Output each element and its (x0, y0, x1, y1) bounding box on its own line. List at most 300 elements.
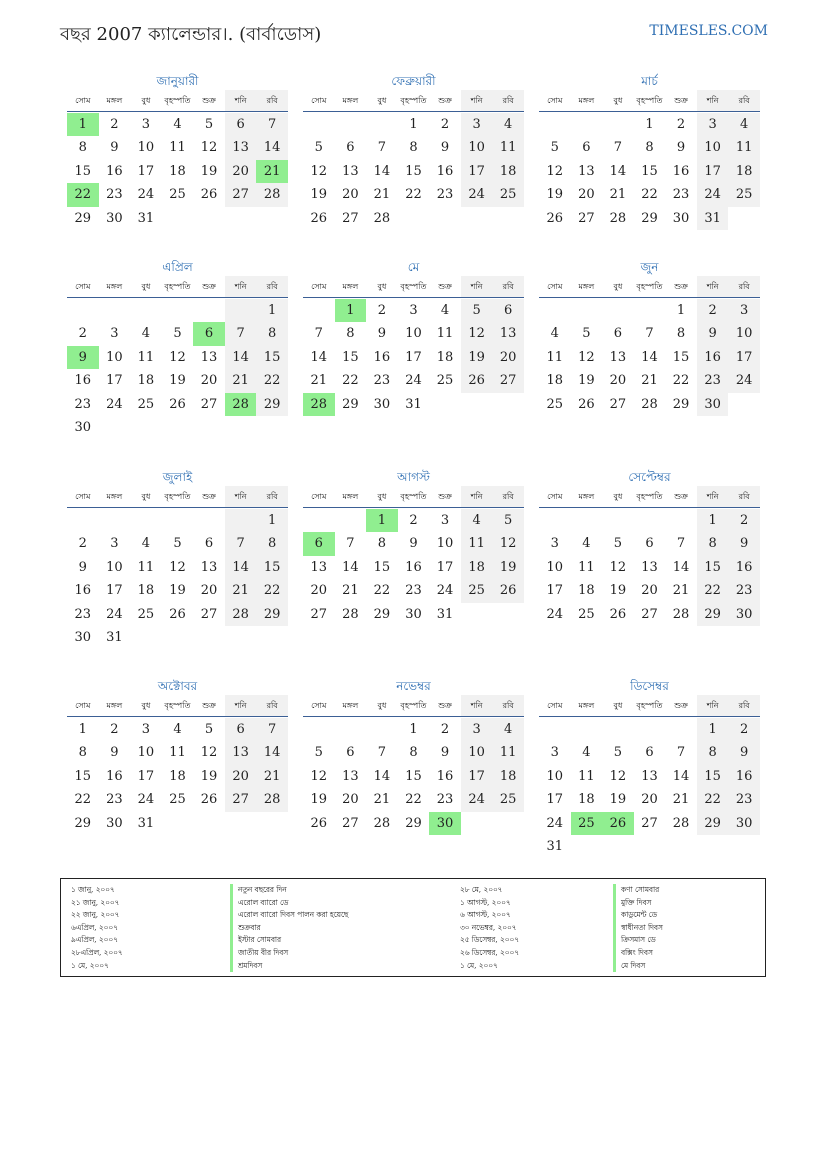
empty-cell (225, 812, 257, 836)
day-cell: 12 (169, 349, 186, 365)
day-cell: 19 (169, 583, 186, 599)
day-cell: 13 (342, 163, 359, 179)
day-cell: 20 (641, 792, 658, 808)
day-cell: 5 (314, 140, 323, 156)
day-cell: 28 (225, 603, 257, 627)
weekday-label: রবি (728, 276, 760, 297)
day-cell: 22 (256, 579, 288, 603)
day-cell: 19 (461, 346, 493, 370)
day-cell: 11 (578, 559, 595, 575)
day-cell: 23 (728, 788, 760, 812)
day-cell: 12 (200, 140, 218, 156)
weekday-label: বুধ (613, 96, 623, 105)
weekday-label: বৃহস্পতি (636, 96, 663, 105)
holiday-date: ১ মে, ২০০৭ (460, 960, 498, 970)
day-cell: 20 (225, 765, 257, 789)
day-cell: 8 (256, 532, 288, 556)
day-cell: 18 (436, 349, 454, 365)
empty-cell (67, 299, 99, 323)
empty-cell (335, 509, 367, 533)
day-cell: 25 (137, 606, 155, 622)
day-cell: 1 (697, 509, 729, 533)
day-cell: 18 (578, 792, 595, 808)
day-cell: 2 (440, 116, 450, 132)
empty-cell (99, 299, 131, 323)
day-cell: 13 (609, 349, 627, 365)
month-block (67, 468, 288, 650)
day-cell: 17 (137, 768, 155, 784)
day-cell: 2 (409, 512, 418, 528)
day-cell: 16 (672, 163, 690, 179)
weekday-label: সোম (75, 96, 91, 105)
day-cell: 13 (200, 349, 218, 365)
weekday-header (303, 276, 524, 298)
day-cell: 25 (436, 373, 454, 389)
day-cell: 14 (256, 136, 288, 160)
day-cell: 25 (169, 187, 186, 203)
day-cell: 11 (546, 349, 564, 365)
day-cell: 25 (492, 183, 524, 207)
weekday-header (539, 695, 760, 717)
day-cell: 27 (609, 396, 627, 412)
holiday-day-cell: 6 (193, 322, 225, 346)
weekday-label: শনি (697, 276, 729, 297)
day-cell: 6 (613, 326, 623, 342)
empty-cell (303, 113, 335, 137)
month-block (67, 258, 288, 440)
day-cell: 20 (578, 187, 595, 203)
day-cell: 26 (310, 210, 328, 226)
empty-cell (225, 509, 257, 533)
day-cell: 28 (256, 183, 288, 207)
day-cell: 6 (645, 745, 654, 761)
day-cell: 14 (225, 346, 257, 370)
day-cell: 5 (204, 116, 214, 132)
day-grid (67, 718, 288, 836)
weekday-label: বৃহস্পতি (400, 96, 427, 105)
empty-cell (162, 207, 194, 231)
day-cell: 17 (106, 583, 123, 599)
day-cell: 29 (405, 815, 422, 831)
day-cell: 24 (728, 369, 760, 393)
weekday-label: বৃহস্পতি (636, 701, 663, 710)
day-cell: 11 (492, 136, 524, 160)
day-cell: 30 (728, 603, 760, 627)
day-cell: 10 (405, 326, 422, 342)
day-cell: 7 (645, 326, 654, 342)
month-name: ডিসেম্বর (630, 679, 669, 693)
weekday-header (303, 90, 524, 112)
holiday-day-cell: 30 (429, 812, 461, 836)
empty-cell (634, 299, 666, 323)
day-cell: 31 (436, 606, 454, 622)
day-cell: 27 (200, 396, 218, 412)
empty-cell (67, 509, 99, 533)
weekday-label: বৃহস্পতি (636, 282, 663, 291)
day-cell: 3 (110, 326, 119, 342)
day-cell: 17 (697, 160, 729, 184)
day-cell: 10 (137, 745, 155, 761)
day-cell: 19 (609, 792, 627, 808)
day-cell: 17 (106, 373, 123, 389)
holiday-date: ১ জানু, ২০০৭ (71, 885, 115, 894)
holiday-date: ২৮এপ্রিল, ২০০৭ (71, 947, 123, 957)
day-cell: 30 (106, 815, 123, 831)
day-cell: 30 (697, 393, 729, 417)
day-cell: 10 (461, 136, 493, 160)
day-cell: 19 (310, 792, 328, 808)
weekday-label: মঙ্গল (342, 492, 359, 501)
month-name: ফেব্রুয়ারী (391, 74, 436, 88)
day-cell: 23 (106, 187, 123, 203)
day-cell: 4 (141, 326, 151, 342)
day-cell: 20 (342, 187, 359, 203)
weekday-label: মঙ্গল (578, 96, 595, 105)
empty-cell (602, 718, 634, 742)
day-cell: 21 (641, 373, 658, 389)
month-name: অক্টোবর (157, 679, 198, 693)
day-cell: 27 (578, 210, 595, 226)
empty-cell (193, 509, 225, 533)
empty-cell (225, 626, 257, 650)
weekday-label: বুধ (613, 282, 623, 291)
page-title: বছর 2007 ক্যালেন্ডার।. (বার্বাডোস) (60, 24, 322, 45)
day-cell: 2 (377, 302, 387, 318)
day-cell: 14 (342, 559, 359, 575)
day-cell: 22 (74, 792, 92, 808)
empty-cell (634, 835, 666, 859)
day-cell: 4 (461, 509, 493, 533)
weekday-label: বৃহস্পতি (164, 282, 191, 291)
day-cell: 15 (697, 556, 729, 580)
day-cell: 18 (169, 768, 186, 784)
day-cell: 15 (256, 346, 288, 370)
empty-cell (225, 207, 257, 231)
month-block (67, 72, 288, 230)
day-cell: 20 (200, 373, 218, 389)
day-cell: 30 (728, 812, 760, 836)
day-cell: 22 (697, 579, 729, 603)
day-cell: 29 (373, 606, 391, 622)
day-cell: 21 (310, 373, 328, 389)
empty-cell (602, 509, 634, 533)
day-cell: 21 (609, 187, 627, 203)
day-cell: 17 (137, 163, 155, 179)
day-cell: 17 (546, 583, 564, 599)
empty-cell (539, 718, 571, 742)
weekday-header (303, 695, 524, 717)
day-cell: 5 (613, 536, 623, 552)
day-cell: 31 (137, 815, 155, 831)
empty-cell (130, 416, 162, 440)
empty-cell (99, 509, 131, 533)
day-grid (539, 113, 760, 231)
holiday-date: ২২ জানু, ২০০৭ (71, 910, 120, 920)
weekday-label: শুক্র (674, 492, 688, 501)
day-cell: 29 (256, 393, 288, 417)
day-cell: 22 (697, 788, 729, 812)
weekday-label: বুধ (141, 701, 151, 710)
day-cell: 11 (492, 741, 524, 765)
day-cell: 27 (641, 815, 658, 831)
empty-cell (193, 812, 225, 836)
day-cell: 2 (110, 116, 119, 132)
weekday-label: সোম (547, 701, 563, 710)
empty-cell (602, 113, 634, 137)
holiday-name: এরোল ব্যারো ডে (230, 897, 348, 910)
holiday-day-cell: 22 (67, 183, 99, 207)
day-cell: 8 (409, 745, 418, 761)
empty-cell (335, 113, 367, 137)
day-cell: 30 (672, 210, 690, 226)
holiday-names-left (230, 884, 348, 972)
weekday-label: রবি (492, 695, 524, 716)
day-cell: 16 (728, 765, 760, 789)
day-cell: 4 (173, 116, 182, 132)
weekday-label: বুধ (141, 282, 151, 291)
holiday-date: ২৫ ডিসেম্বর, ২০০৭ (460, 935, 519, 945)
day-cell: 29 (74, 815, 92, 831)
holiday-day-cell: 21 (256, 160, 288, 184)
day-cell: 9 (78, 559, 87, 575)
day-cell: 6 (346, 745, 355, 761)
day-cell: 25 (728, 183, 760, 207)
day-cell: 16 (436, 163, 454, 179)
day-cell: 29 (256, 603, 288, 627)
weekday-label: শুক্র (438, 282, 452, 291)
weekday-label: রবি (492, 486, 524, 507)
weekday-label: মঙ্গল (342, 96, 359, 105)
weekday-label: শুক্র (674, 282, 688, 291)
day-cell: 3 (550, 536, 559, 552)
day-cell: 27 (225, 788, 257, 812)
weekday-label: শুক্র (202, 282, 216, 291)
day-cell: 1 (409, 116, 418, 132)
day-cell: 27 (225, 183, 257, 207)
day-cell: 23 (106, 792, 123, 808)
day-cell: 18 (492, 160, 524, 184)
weekday-header (67, 486, 288, 508)
day-cell: 23 (405, 583, 422, 599)
empty-cell (665, 509, 697, 533)
weekday-label: মঙ্গল (578, 492, 595, 501)
day-cell: 14 (310, 349, 328, 365)
day-cell: 18 (546, 373, 564, 389)
holiday-name: বক্সিং দিবস (613, 947, 663, 960)
day-cell: 11 (578, 768, 595, 784)
day-cell: 18 (461, 556, 493, 580)
day-cell: 11 (436, 326, 454, 342)
day-cell: 5 (492, 509, 524, 533)
holiday-date: ২১ জানু, ২০০৭ (71, 897, 120, 907)
day-cell: 16 (106, 163, 123, 179)
empty-cell (429, 207, 461, 231)
day-cell: 20 (609, 373, 627, 389)
empty-cell (335, 718, 367, 742)
day-cell: 14 (256, 741, 288, 765)
holiday-day-cell: 28 (225, 393, 257, 417)
weekday-label: সোম (547, 282, 563, 291)
day-cell: 23 (672, 187, 690, 203)
day-cell: 30 (74, 630, 92, 646)
holiday-name: ক্রিসমাস ডে (613, 934, 663, 947)
day-cell: 28 (342, 606, 359, 622)
empty-cell (162, 299, 194, 323)
empty-cell (539, 509, 571, 533)
holiday-day-cell: 9 (67, 346, 99, 370)
day-cell: 15 (672, 349, 690, 365)
holiday-name: কণা সোমবার (613, 884, 663, 897)
day-cell: 14 (609, 163, 627, 179)
day-cell: 31 (405, 396, 422, 412)
day-cell: 7 (346, 536, 355, 552)
day-cell: 26 (200, 792, 218, 808)
day-cell: 28 (672, 815, 690, 831)
day-cell: 21 (672, 792, 690, 808)
weekday-header (539, 90, 760, 112)
weekday-label: শনি (461, 276, 493, 297)
empty-cell (256, 207, 288, 231)
day-cell: 5 (173, 536, 182, 552)
weekday-label: বুধ (377, 96, 387, 105)
day-cell: 28 (256, 788, 288, 812)
day-cell: 23 (373, 373, 391, 389)
site-link[interactable]: TIMESLES.COM (649, 23, 768, 39)
holiday-date: ২৮ মে, ২০০৭ (460, 885, 503, 894)
holiday-list (60, 878, 766, 977)
empty-cell (303, 718, 335, 742)
holiday-date: ২৬ ডিসেম্বর, ২০০৭ (460, 947, 519, 957)
day-cell: 21 (373, 792, 391, 808)
day-cell: 10 (728, 322, 760, 346)
day-cell: 12 (461, 322, 493, 346)
day-cell: 20 (200, 583, 218, 599)
day-cell: 23 (436, 187, 454, 203)
weekday-label: মঙ্গল (578, 282, 595, 291)
holiday-day-cell: 6 (303, 532, 335, 556)
day-cell: 19 (609, 583, 627, 599)
day-cell: 16 (728, 556, 760, 580)
day-cell: 31 (546, 839, 564, 855)
day-cell: 16 (373, 349, 391, 365)
weekday-label: বুধ (613, 492, 623, 501)
holiday-name: এরোল ব্যারো দিবস পালন করা হয়েছে (230, 909, 348, 922)
day-cell: 18 (578, 583, 595, 599)
day-cell: 3 (409, 302, 418, 318)
day-cell: 18 (137, 583, 155, 599)
day-cell: 4 (492, 113, 524, 137)
day-cell: 27 (492, 369, 524, 393)
day-cell: 10 (546, 559, 564, 575)
empty-cell (602, 299, 634, 323)
day-cell: 17 (405, 349, 422, 365)
empty-cell (728, 393, 760, 417)
day-cell: 8 (697, 741, 729, 765)
day-cell: 29 (697, 812, 729, 836)
holiday-name: শ্রমদিবস (230, 960, 348, 973)
empty-cell (303, 299, 335, 323)
empty-cell (193, 207, 225, 231)
weekday-label: বুধ (613, 701, 623, 710)
holiday-day-cell: 25 (571, 812, 603, 836)
weekday-label: মঙ্গল (106, 701, 123, 710)
day-cell: 25 (578, 606, 595, 622)
month-block (67, 677, 288, 835)
day-cell: 25 (137, 396, 155, 412)
month-block (303, 258, 524, 416)
day-cell: 5 (550, 140, 559, 156)
day-cell: 11 (461, 532, 493, 556)
day-cell: 13 (641, 559, 658, 575)
day-cell: 19 (310, 187, 328, 203)
day-cell: 8 (346, 326, 355, 342)
day-cell: 3 (461, 113, 493, 137)
day-cell: 10 (461, 741, 493, 765)
day-cell: 22 (342, 373, 359, 389)
empty-cell (571, 299, 603, 323)
day-cell: 24 (436, 583, 454, 599)
weekday-label: শুক্র (202, 96, 216, 105)
weekday-label: শনি (461, 90, 493, 111)
day-cell: 22 (405, 187, 422, 203)
day-cell: 5 (461, 299, 493, 323)
weekday-label: শুক্র (438, 96, 452, 105)
day-cell: 19 (492, 556, 524, 580)
holiday-dates-left (71, 884, 123, 972)
weekday-label: সোম (75, 492, 91, 501)
holiday-date: ৬এপ্রিল, ২০০৭ (71, 922, 118, 932)
day-cell: 8 (409, 140, 418, 156)
day-cell: 4 (582, 536, 591, 552)
day-cell: 15 (641, 163, 658, 179)
day-cell: 9 (440, 745, 450, 761)
day-cell: 3 (141, 116, 151, 132)
weekday-label: শুক্র (674, 96, 688, 105)
day-cell: 6 (645, 536, 654, 552)
day-cell: 18 (169, 163, 186, 179)
day-cell: 14 (373, 768, 391, 784)
weekday-label: মঙ্গল (106, 282, 123, 291)
day-cell: 4 (173, 721, 182, 737)
day-cell: 23 (728, 579, 760, 603)
day-cell: 10 (137, 140, 155, 156)
day-cell: 12 (169, 559, 186, 575)
day-cell: 10 (106, 349, 123, 365)
day-cell: 21 (672, 583, 690, 599)
empty-cell (193, 626, 225, 650)
holiday-date: ৩০ নভেম্বর, ২০০৭ (460, 922, 517, 932)
day-cell: 1 (256, 299, 288, 323)
day-cell: 6 (204, 536, 214, 552)
day-cell: 13 (310, 559, 328, 575)
day-cell: 13 (641, 768, 658, 784)
day-cell: 15 (74, 768, 92, 784)
day-cell: 1 (645, 116, 654, 132)
holiday-name: ইস্টার সোমবার (230, 934, 348, 947)
day-cell: 7 (225, 532, 257, 556)
day-cell: 21 (342, 583, 359, 599)
day-cell: 6 (582, 140, 591, 156)
holiday-name: শুক্রবার (230, 922, 348, 935)
empty-cell (162, 812, 194, 836)
weekday-label: শুক্র (438, 492, 452, 501)
day-cell: 20 (225, 160, 257, 184)
day-cell: 24 (461, 183, 493, 207)
empty-cell (366, 113, 398, 137)
day-cell: 4 (141, 536, 151, 552)
empty-cell (571, 835, 603, 859)
day-cell: 2 (440, 721, 450, 737)
